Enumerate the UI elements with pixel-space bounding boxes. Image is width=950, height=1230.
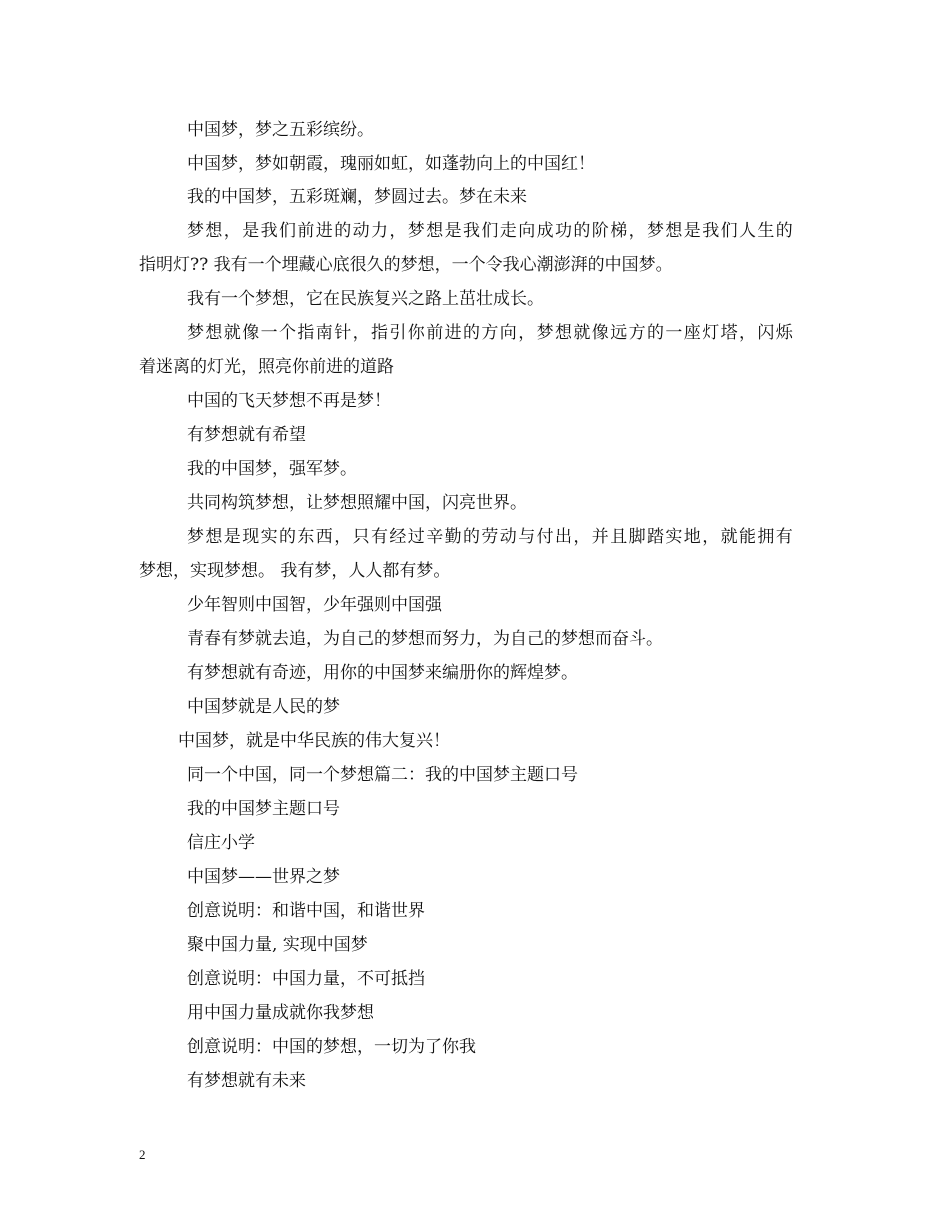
text-line: 梦想是现实的东西，只有经过辛勤的劳动与付出，并且脚踏实地，就能拥有 <box>187 527 795 547</box>
text-line: 信庄小学 <box>187 833 255 853</box>
text-line: 创意说明：和谐中国，和谐世界 <box>187 901 425 921</box>
text-line: 我的中国梦主题口号 <box>187 799 340 819</box>
text-line: 我的中国梦，强军梦。 <box>187 459 357 479</box>
text-line: 中国梦，梦如朝霞，瑰丽如虹，如蓬勃向上的中国红！ <box>187 154 595 174</box>
text-line: 中国梦，梦之五彩缤纷。 <box>187 120 374 140</box>
text-line: 创意说明：中国力量，不可抵挡 <box>187 969 425 989</box>
text-line: 着迷离的灯光，照亮你前进的道路 <box>139 357 394 377</box>
text-line: 创意说明：中国的梦想，一切为了你我 <box>187 1037 476 1057</box>
text-line: 共同构筑梦想，让梦想照耀中国，闪亮世界。 <box>187 493 527 513</box>
text-line: 梦想，是我们前进的动力，梦想是我们走向成功的阶梯，梦想是我们人生的 <box>187 221 795 241</box>
text-line: 中国的飞天梦想不再是梦！ <box>187 391 391 411</box>
text-line: 中国梦，就是中华民族的伟大复兴！ <box>178 731 450 751</box>
text-line: 有梦想就有奇迹，用你的中国梦来编册你的辉煌梦。 <box>187 663 578 683</box>
text-line: 梦想，实现梦想。 我有梦，人人都有梦。 <box>139 561 451 581</box>
text-line: 中国梦就是人民的梦 <box>187 697 340 717</box>
text-line: 我有一个梦想，它在民族复兴之路上茁壮成长。 <box>187 289 544 309</box>
text-line: 少年智则中国智，少年强则中国强 <box>187 595 442 615</box>
text-line: 有梦想就有未来 <box>187 1071 306 1091</box>
text-line: 梦想就像一个指南针，指引你前进的方向，梦想就像远方的一座灯塔，闪烁 <box>187 323 795 343</box>
page-number: 2 <box>139 1147 146 1162</box>
text-line: 用中国力量成就你我梦想 <box>187 1003 374 1023</box>
text-line: 同一个中国，同一个梦想篇二：我的中国梦主题口号 <box>187 765 578 785</box>
text-line: 聚中国力量, 实现中国梦 <box>187 935 368 955</box>
text-line: 我的中国梦，五彩斑斓，梦圆过去。梦在未来 <box>187 187 527 207</box>
text-line: 青春有梦就去追，为自己的梦想而努力，为自己的梦想而奋斗。 <box>187 629 663 649</box>
text-line: 有梦想就有希望 <box>187 425 306 445</box>
text-line: 中国梦——世界之梦 <box>187 867 340 887</box>
text-line: 指明灯?? 我有一个埋藏心底很久的梦想，一个令我心潮澎湃的中国梦。 <box>139 255 673 275</box>
